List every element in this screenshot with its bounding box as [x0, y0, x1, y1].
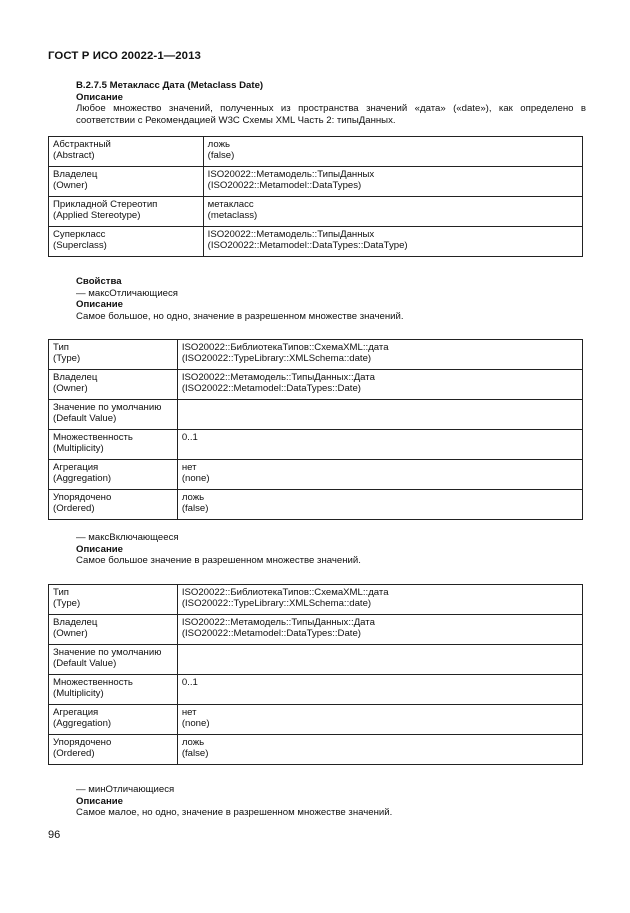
- page-number: 96: [48, 829, 61, 841]
- property-label-cell: [49, 370, 178, 400]
- property-label-cell: [49, 615, 178, 645]
- property-table-max-exclusive: [48, 339, 583, 520]
- value-line-1: ложь: [207, 139, 231, 150]
- label-ru: Владелец: [53, 169, 98, 180]
- property-table-max-inclusive: [48, 584, 583, 765]
- value-line-2: (ISO20022::Metamodel::DataTypes::Date): [181, 383, 361, 395]
- properties-heading: Свойства: [76, 276, 122, 287]
- table-row: [49, 705, 583, 735]
- properties-intro: [76, 276, 586, 322]
- label-ru: Множественность: [53, 677, 133, 688]
- property-label-cell: [49, 705, 178, 735]
- value-line-2: (ISO20022::TypeLibrary::XMLSchema::date): [181, 598, 372, 610]
- label-ru: Прикладной Стереотип: [53, 199, 158, 210]
- value-line-2: (ISO20022::Metamodel::DataTypes): [207, 180, 362, 192]
- label-en: (Multiplicity): [53, 688, 104, 700]
- property-value-cell: [177, 490, 582, 520]
- label-en: (Default Value): [53, 658, 117, 670]
- table-row: [49, 675, 583, 705]
- table-row: [49, 400, 583, 430]
- table-row: [49, 430, 583, 460]
- value-line-1: ISO20022::Метамодель::ТипыДанных: [207, 169, 375, 180]
- property-label-cell: [49, 645, 178, 675]
- label-en: (Default Value): [53, 413, 117, 425]
- label-ru: Множественность: [53, 432, 133, 443]
- section-intro: [76, 80, 586, 126]
- table-row: [49, 340, 583, 370]
- table-row: [49, 137, 583, 167]
- property-value-cell: [203, 137, 582, 167]
- table-row: [49, 490, 583, 520]
- description-label: Описание: [76, 543, 123, 555]
- label-ru: Агрегация: [53, 707, 99, 718]
- property-label-cell: [49, 585, 178, 615]
- value-line-1: ложь: [181, 737, 205, 748]
- value-line-2: (ISO20022::TypeLibrary::XMLSchema::date): [181, 353, 372, 365]
- value-line-1: ISO20022::Метамодель::ТипыДанных: [207, 229, 375, 240]
- section-heading: B.2.7.5 Метакласс Дата (Metaclass Date): [76, 80, 264, 91]
- label-ru: Абстрактный: [53, 139, 111, 150]
- label-ru: Тип: [53, 587, 69, 598]
- property-value-cell: [177, 735, 582, 765]
- value-line-2: (false): [181, 748, 209, 760]
- property-value-cell: [203, 197, 582, 227]
- description-label: Описание: [76, 795, 123, 807]
- description-text: Самое большое, но одно, значение в разрешенном множестве значений.: [76, 310, 404, 322]
- label-ru: Упорядочено: [53, 492, 112, 503]
- property-value-cell: [177, 460, 582, 490]
- label-en: (Applied Stereotype): [53, 210, 141, 222]
- label-ru: Владелец: [53, 617, 98, 628]
- property-value-cell: [203, 167, 582, 197]
- label-ru: Агрегация: [53, 462, 99, 473]
- label-ru: Владелец: [53, 372, 98, 383]
- table-row: [49, 645, 583, 675]
- property-label-cell: [49, 167, 204, 197]
- label-en: (Superclass): [53, 240, 107, 252]
- table-row: [49, 735, 583, 765]
- label-en: (Aggregation): [53, 473, 112, 485]
- property-value-cell: [177, 585, 582, 615]
- label-en: (Abstract): [53, 150, 95, 162]
- value-line-2: (ISO20022::Metamodel::DataTypes::Date): [181, 628, 361, 640]
- value-line-2: (none): [181, 718, 210, 730]
- table-row: [49, 460, 583, 490]
- property-value-cell: [177, 645, 582, 675]
- property-value-cell: [177, 340, 582, 370]
- property-value-cell: [177, 400, 582, 430]
- value-line-1: 0..1: [181, 432, 198, 443]
- property-value-cell: [203, 227, 582, 257]
- property-value-cell: [177, 430, 582, 460]
- property-label-cell: [49, 735, 178, 765]
- label-en: (Owner): [53, 180, 88, 192]
- value-line-1: 0..1: [181, 677, 198, 688]
- property-value-cell: [177, 705, 582, 735]
- label-ru: Упорядочено: [53, 737, 112, 748]
- description-label: Описание: [76, 299, 123, 311]
- property-label-cell: [49, 675, 178, 705]
- label-en: (Ordered): [53, 503, 95, 515]
- value-line-2: (false): [181, 503, 209, 515]
- value-line-1: метакласс: [207, 199, 254, 210]
- label-en: (Type): [53, 353, 81, 365]
- value-line-1: нет: [181, 462, 197, 473]
- table-row: [49, 167, 583, 197]
- value-line-1: ISO20022::Метамодель::ТипыДанных::Дата: [181, 372, 375, 383]
- label-ru: Значение по умолчанию: [53, 402, 162, 413]
- property-value-cell: [177, 675, 582, 705]
- label-en: (Aggregation): [53, 718, 112, 730]
- property-name: — минОтличающиеся: [76, 784, 175, 795]
- property-name: — максОтличающиеся: [76, 287, 179, 299]
- document-title: ГОСТ Р ИСО 20022-1—2013: [48, 50, 201, 62]
- property-value-cell: [177, 615, 582, 645]
- table-row: [49, 585, 583, 615]
- property-label-cell: [49, 400, 178, 430]
- property-value-cell: [177, 370, 582, 400]
- description-label: Описание: [76, 91, 123, 103]
- table-row: [49, 227, 583, 257]
- property-label-cell: [49, 340, 178, 370]
- label-ru: Суперкласс: [53, 229, 106, 240]
- property-label-cell: [49, 490, 178, 520]
- property-label-cell: [49, 227, 204, 257]
- property-label-cell: [49, 197, 204, 227]
- label-en: (Type): [53, 598, 81, 610]
- description-text: Любое множество значений, полученных из пространства значений «дата» («date»), как определено в соответствии с Рекомендацией W3C Схемы XML Часть 2: типыДанных.: [76, 103, 586, 126]
- value-line-1: ISO20022::Метамодель::ТипыДанных::Дата: [181, 617, 375, 628]
- metaclass-properties-table: [48, 136, 583, 257]
- property-max-inclusive-intro: [76, 532, 586, 567]
- table-row: [49, 370, 583, 400]
- table-row: [49, 197, 583, 227]
- property-label-cell: [49, 430, 178, 460]
- label-en: (Ordered): [53, 748, 95, 760]
- value-line-1: ISO20022::БиблиотекаТипов::СхемаXML::дата: [181, 587, 389, 598]
- label-ru: Тип: [53, 342, 69, 353]
- value-line-1: нет: [181, 707, 197, 718]
- label-ru: Значение по умолчанию: [53, 647, 162, 658]
- property-label-cell: [49, 137, 204, 167]
- property-label-cell: [49, 460, 178, 490]
- value-line-2: (ISO20022::Metamodel::DataTypes::DataType): [207, 240, 408, 252]
- property-min-exclusive-intro: [76, 784, 586, 819]
- label-en: (Owner): [53, 628, 88, 640]
- value-line-2: (none): [181, 473, 210, 485]
- label-en: (Owner): [53, 383, 88, 395]
- description-text: Самое большое значение в разрешенном множестве значений.: [76, 555, 361, 567]
- description-text: Самое малое, но одно, значение в разрешенном множестве значений.: [76, 807, 393, 819]
- table-row: [49, 615, 583, 645]
- label-en: (Multiplicity): [53, 443, 104, 455]
- value-line-1: ложь: [181, 492, 205, 503]
- property-name: — максВключающееся: [76, 532, 179, 543]
- value-line-2: (false): [207, 150, 235, 162]
- value-line-2: (metaclass): [207, 210, 258, 222]
- value-line-1: ISO20022::БиблиотекаТипов::СхемаXML::дата: [181, 342, 389, 353]
